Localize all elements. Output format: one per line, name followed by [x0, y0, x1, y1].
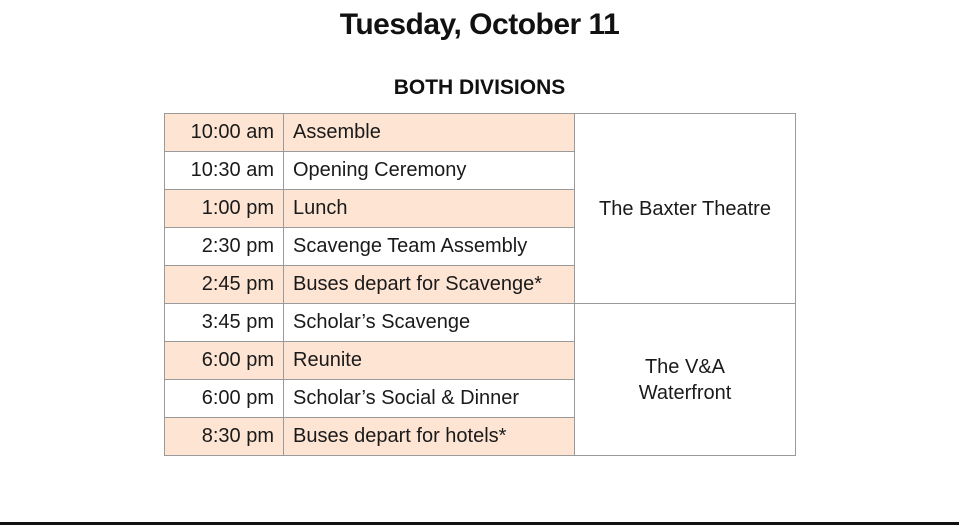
- time-cell: 3:45 pm: [165, 304, 284, 342]
- table-row: [165, 304, 796, 342]
- time-cell: 10:30 am: [165, 152, 284, 190]
- event-cell: Scholar’s Scavenge: [284, 304, 575, 342]
- venue-label: The Baxter Theatre: [599, 197, 771, 220]
- venue-cell: [575, 114, 796, 304]
- venue-label-line2: Waterfront: [638, 381, 732, 404]
- time-cell: 6:00 pm: [165, 380, 284, 418]
- schedule-table: [164, 113, 796, 456]
- time-cell: 8:30 pm: [165, 418, 284, 456]
- event-cell: Reunite: [284, 342, 575, 380]
- table-row: [165, 114, 796, 152]
- venue-label-line1: The V&A: [644, 355, 726, 378]
- event-cell: Lunch: [284, 190, 575, 228]
- time-cell: 2:45 pm: [165, 266, 284, 304]
- event-cell: Assemble: [284, 114, 575, 152]
- event-cell: Scavenge Team Assembly: [284, 228, 575, 266]
- time-cell: 6:00 pm: [165, 342, 284, 380]
- time-cell: 10:00 am: [165, 114, 284, 152]
- bottom-divider: [0, 522, 959, 525]
- event-cell: Buses depart for Scavenge*: [284, 266, 575, 304]
- event-cell: Opening Ceremony: [284, 152, 575, 190]
- event-cell: Buses depart for hotels*: [284, 418, 575, 456]
- time-cell: 2:30 pm: [165, 228, 284, 266]
- page-title: Tuesday, October 11: [339, 8, 620, 41]
- venue-cell: [575, 304, 796, 456]
- time-cell: 1:00 pm: [165, 190, 284, 228]
- event-cell: Scholar’s Social & Dinner: [284, 380, 575, 418]
- section-heading: BOTH DIVISIONS: [393, 76, 566, 99]
